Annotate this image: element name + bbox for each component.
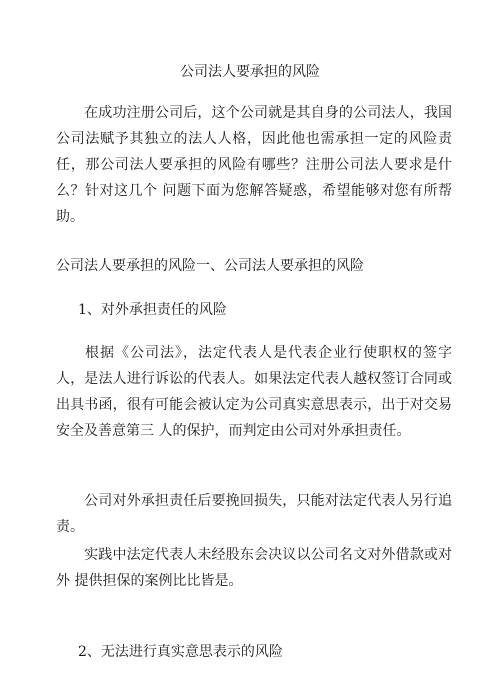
subsection-heading-2: 2、无法进行真实意思表示的风险 — [78, 644, 283, 660]
paragraph-2-text: 公司对外承担责任后要挽回损失，只能对法定代表人另行追责。 — [56, 493, 452, 535]
paragraph-3 — [56, 542, 452, 594]
paragraph-1-text: 根据《公司法》，法定代表人是代表企业行使职权的签字人，是法人进行诉讼的代表人。如果法定代表人越权签订合同或出具书函，很有可能会被认定为公司真实意思表示，出于对交易安全及善意第三 人的保护，而判定由公司对外承担责任。 — [56, 345, 452, 439]
intro-text: 在成功注册公司后，这个公司就是其自身的公司法人，我国公司法赋予其独立的法人人格，因此他也需承担一定的风险责任，那公司法人要承担的风险有哪些？注册公司法人要求是什么？针对这几个 问题下面为您解答疑惑，希望能够对您有所帮助。 — [56, 105, 452, 225]
paragraph-2 — [56, 488, 452, 540]
document-title: 公司法人要承担的风险 — [180, 64, 320, 80]
section-heading: 公司法人要承担的风险一、公司法人要承担的风险 — [56, 258, 364, 274]
paragraph-1 — [56, 340, 452, 444]
subsection-heading-1: 1、对外承担责任的风险 — [78, 302, 227, 318]
intro-paragraph — [56, 100, 452, 230]
paragraph-3-text: 实践中法定代表人未经股东会决议以公司名文对外借款或对外 提供担保的案例比比皆是。 — [56, 547, 452, 589]
